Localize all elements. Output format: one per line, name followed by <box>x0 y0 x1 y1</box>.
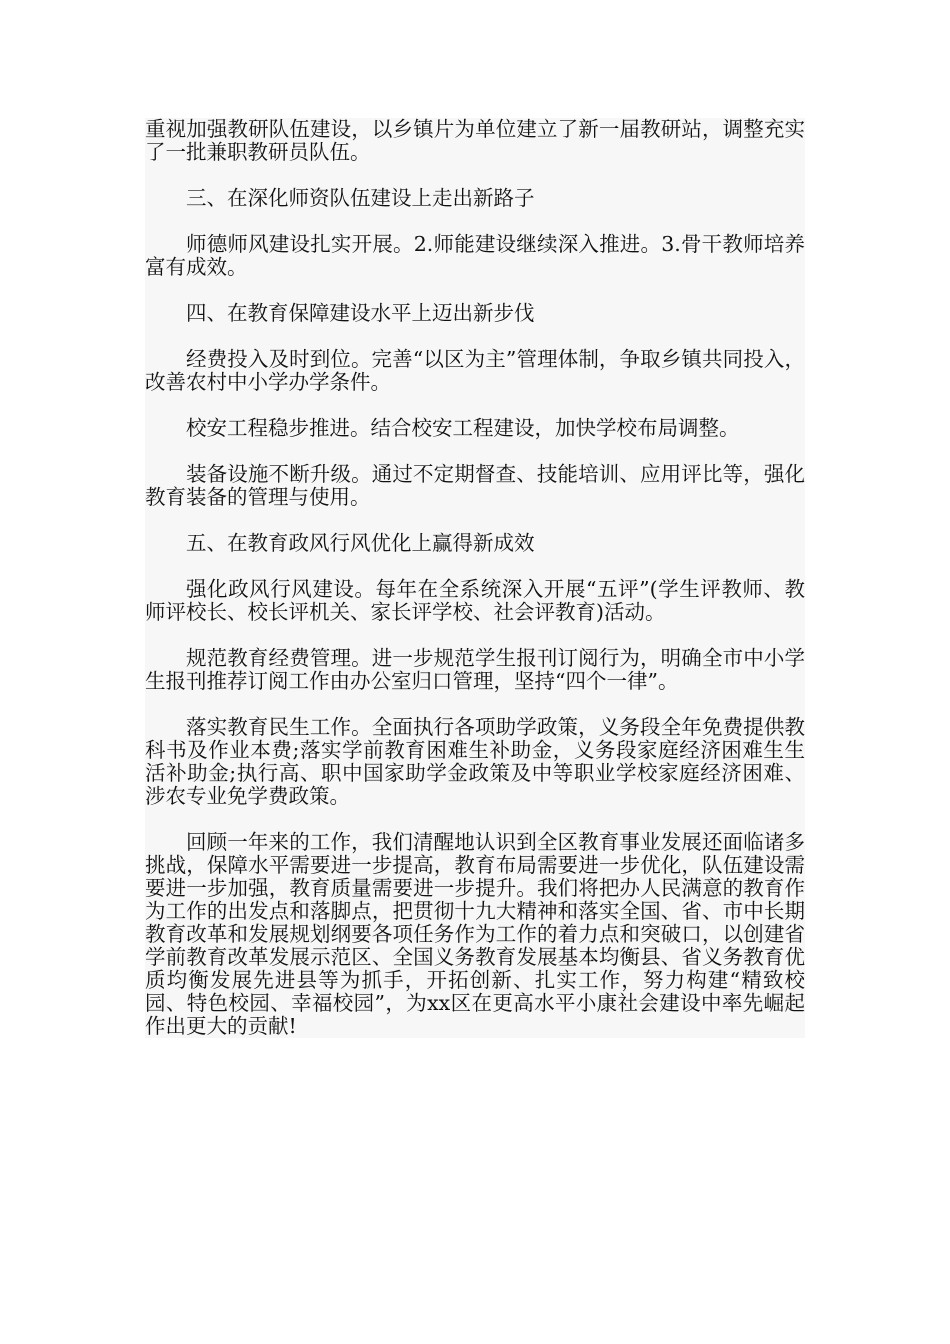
paragraph-conclusion: 回顾一年来的工作，我们清醒地认识到全区教育事业发展还面临诸多挑战，保障水平需要进一步提高，教育布局需要进一步优化，队伍建设需要进一步加强，教育质量需要进一步提升。我们将把办人民满意的教育作为工作的出发点和落脚点，把贯彻十九大精神和落实全国、省、市中长期教育改革和发展规划纲要各项任务作为工作的着力点和突破口，以创建省学前教育改革发展示范区、全国义务教育发展基本均衡县、省义务教育优质均衡发展先进县等为抓手，开拓创新、扎实工作，努力构建“精致校园、特色校园、幸福校园”，为xx区在更高水平小康社会建设中率先崛起作出更大的贡献! <box>145 830 805 1038</box>
paragraph: 强化政风行风建设。每年在全系统深入开展“五评”(学生评教师、教师评校长、校长评机关、家长评学校、社会评教育)活动。 <box>145 577 805 624</box>
paragraph: 师德师风建设扎实开展。2.师能建设继续深入推进。3.骨干教师培养富有成效。 <box>145 232 805 279</box>
section-heading-3: 三、在深化师资队伍建设上走出新路子 <box>186 186 535 210</box>
paragraph: 校安工程稳步推进。结合校安工程建设，加快学校布局调整。 <box>186 416 740 440</box>
paragraph-continued: 重视加强教研队伍建设，以乡镇片为单位建立了新一届教研站，调整充实了一批兼职教研员队伍。 <box>145 117 805 164</box>
paragraph: 落实教育民生工作。全面执行各项助学政策，义务段全年免费提供教科书及作业本费;落实学前教育困难生补助金，义务段家庭经济困难生生活补助金;执行高、职中国家助学金政策及中等职业学校家庭经济困难、涉农专业免学费政策。 <box>145 715 805 808</box>
section-heading-5: 五、在教育政风行风优化上赢得新成效 <box>186 531 535 555</box>
section-heading-4: 四、在教育保障建设水平上迈出新步伐 <box>186 301 535 325</box>
paragraph: 装备设施不断升级。通过不定期督查、技能培训、应用评比等，强化教育装备的管理与使用。 <box>145 462 805 509</box>
document-body <box>145 118 805 1038</box>
paragraph: 经费投入及时到位。完善“以区为主”管理体制，争取乡镇共同投入，改善农村中小学办学条件。 <box>145 347 805 394</box>
paragraph: 规范教育经费管理。进一步规范学生报刊订阅行为，明确全市中小学生报刊推荐订阅工作由办公室归口管理，坚持“四个一律”。 <box>145 646 805 693</box>
